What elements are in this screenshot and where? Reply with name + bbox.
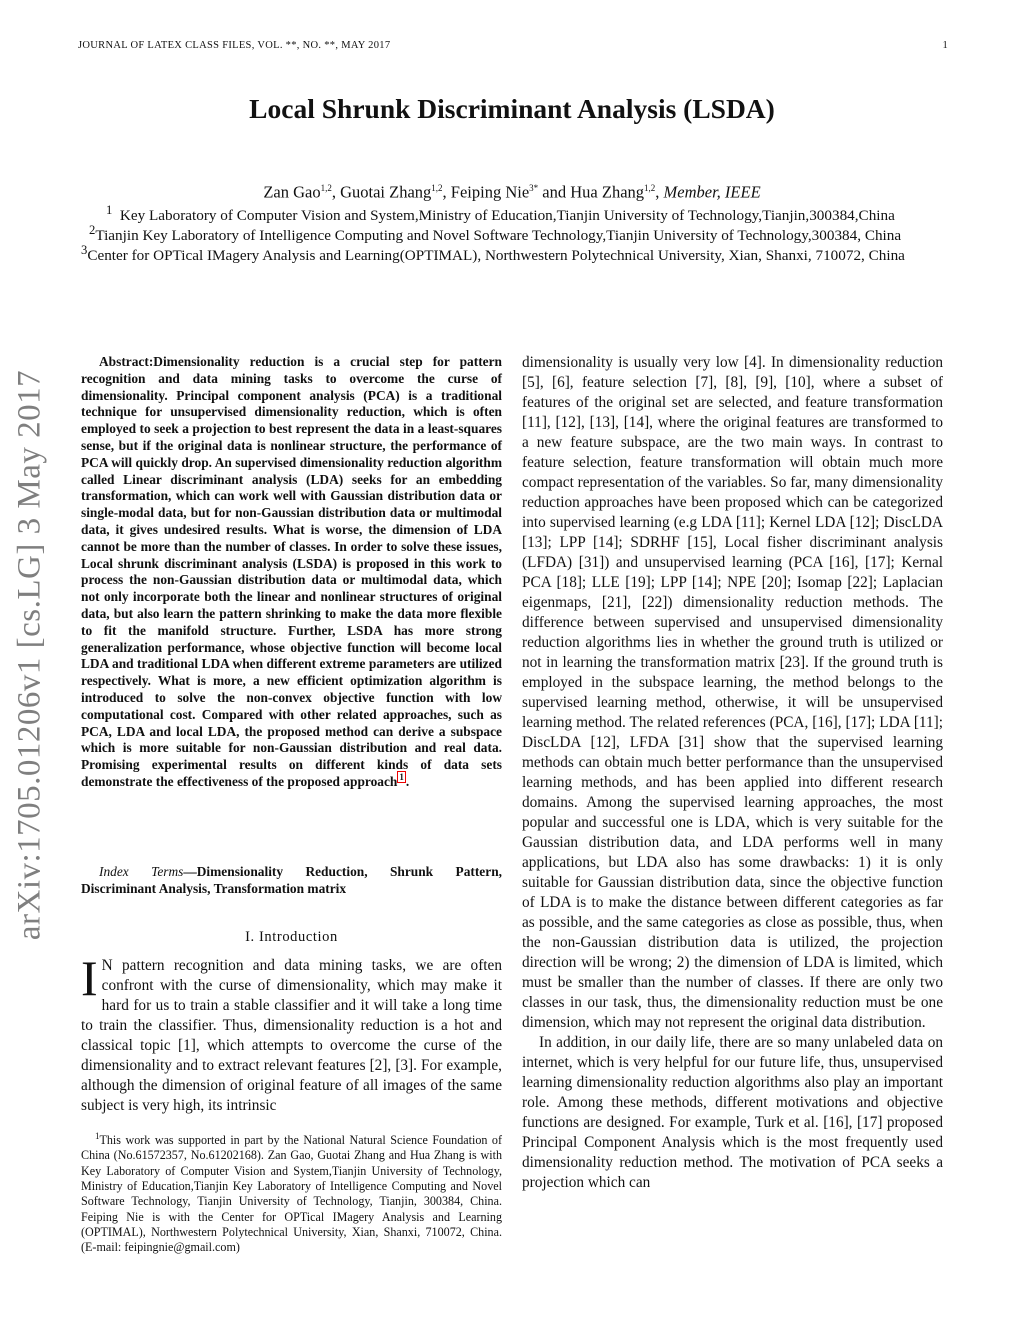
- author-name: Feiping Nie: [450, 182, 530, 202]
- arxiv-stamp: [8, 350, 52, 960]
- author-membership: Member, IEEE: [663, 182, 761, 202]
- index-terms-label: Index Terms: [99, 864, 184, 879]
- affiliation-text: Center for OPTical IMagery Analysis and Learning(OPTIMAL), Northwestern Polytechnical University, Xian, Shanxi, 710072, China: [87, 247, 905, 265]
- affiliation-sup: 2: [89, 223, 96, 237]
- abstract-end: .: [405, 773, 410, 789]
- abstract: [81, 354, 502, 791]
- footnote-text: This work was supported in part by the National Natural Science Foundation of China (No.61572357, No.61202168). Zan Gao, Guotai Zhang and Hua Zhang is with Key Laboratory of Computer Vision and System,Tianjin University of Technology, Ministry of Education,Tianjin Key Laboratory of Intelligence Computing and Novel Software Technology, Tianjin University of Technology, Tianjin, 300384, China. Feiping Nie is with the Center for OPTical IMagery Analysis and Learning (OPTIMAL), Northwestern Polytechnical University, Xian, Shanxi, 710072, China. (E-mail: feipingnie@gmail.com): [81, 1133, 502, 1255]
- section-heading: I. Introduction: [245, 929, 338, 945]
- journal-name: JOURNAL OF LATEX CLASS FILES, VOL. **, NO. **, MAY 2017: [78, 40, 391, 51]
- index-terms: [81, 864, 502, 898]
- author-name: Hua Zhang: [570, 182, 645, 202]
- index-terms-text: —Dimensionality Reduction, Shrunk Pattern, Discriminant Analysis, Transformation matrix: [81, 864, 502, 896]
- affiliation-3: [81, 240, 1021, 266]
- author-sup: 1,2: [431, 183, 443, 193]
- author-conjunction: and: [542, 182, 567, 202]
- author-sup: 1,2: [644, 183, 656, 193]
- right-paragraph-1: dimensionality is usually very low [4]. In dimensionality reduction [5], [6], feature selection [7], [8], [9], [10], where a subset of features of the original set are selected, and feature transformation [11], [12], [13], [14], where the original features are transformed to a new feature subspace, are the two main ways. In contrast to feature selection, feature transformation will obtain much more compact representation of the variables. So far, many dimensionality reduction approaches have been proposed which can be categorized into supervised learning (e.g LDA [11]; Kernel LDA [12]; DiscLDA [13]; LPP [14]; SDRHF [15], Local fisher discriminant analysis (LFDA) [31]) and unsupervised learning (PCA [16], [17]; Kernal PCA [18]; LLE [19]; LPP [14]; NPE [20]; Isomap [22]; Laplacian eigenmaps, [21], [22]) dimensionality reduction methods. The difference between supervised and unsupervised dimensionality reduction algorithms lies in whether the ground truth is utilized or not in learning the transformation matrix [23]. If the ground truth is employed in the subspace learning, the method belongs to the supervised learning method, otherwise, it will be unsupervised learning method. The related references (PCA, [16], [17]; LDA [11]; DiscLDA [12], LFDA [31] show that the supervised learning methods can obtain much better performance than the unsupervised learning methods, and has been applied into different research domains. Among the supervised learning approaches, the most popular and successful one is LDA, which is very suitable for the Gaussian distribution data, and LDA performs well in many applications, but LDA also has some drawbacks: 1) it is only suitable for Gaussian distribution data, since the objective function of LDA is to make the distance between different categories as far as possible, and the same categories as close as possible, thus, when the non-Gaussian distribution data is utilized, the projection direction will be wrong; 2) the dimension of LDA is limited, which must be smaller than the number of classes. If there are only two classes in our task, thus, the dimensionality reduction must be one dimension, which may not represent the original data distribution.: [522, 354, 943, 1031]
- running-header: [78, 40, 948, 51]
- abstract-text: Abstract:Dimensionality reduction is a crucial step for pattern recognition and data mining tasks to overcome the curse of dimensionality. Principal component analysis (PCA) is a traditional technique for unsupervised dimensionality reduction, which is often employed to seek a projection to best represent the data in a least-squares sense, but if the original data is nonlinear structure, the performance of PCA will quickly drop. An supervised dimensionality reduction algorithm called Linear discriminant analysis (LDA) seeks for an embedding transformation, which can work well with Gaussian distribution data or single-modal data, but for non-Gaussian distribution data or multimodal data, it gives undesired results. What is worse, the dimension of LDA cannot be more than the number of classes. In order to solve these issues, Local shrunk discriminant analysis (LSDA) is proposed in this work to process the non-Gaussian distribution data or multimodal data, which not only incorporate both the linear and nonlinear structures of original data, but also learn the pattern shrinking to make the data more flexible to fit the manifold structure. Further, LSDA has more strong generalization performance, whose objective function will become local LDA and traditional LDA when different extreme parameters are utilized respectively. What is more, a new efficient optimization algorithm is introduced to solve the non-convex objective function with low computational cost. Compared with other related approaches, such as PCA, LDA and local LDA, the proposed method can derive a subspace which is more suitable for non-Gaussian distribution and real data. Promising experimental results on different kinds of data sets demonstrate the effectiveness of the proposed approach: [81, 354, 502, 789]
- intro-paragraph: [81, 950, 502, 1116]
- author-line: Zan Gao$^{1,2}$, Guotai Zhang$^{1,2}$, Feiping Nie$^{3*}$ and Hua Zhang$^{1,2}$, Member, IEEE: [263, 182, 761, 202]
- footnote: [81, 1129, 502, 1255]
- intro-text: N pattern recognition and data mining tasks, we are often confront with the curse of dimensionality, which may make it hard for us to train a stable classifier and it will take a long time to train the classifier. Thus, dimensionality reduction is a hot and classical topic [1], which attempts to overcome the curse of the dimensionality and to extract relevant features [2], [3]. For example, although the dimension of original feature of all images of the same subject is very high, its intrinsic: [81, 957, 502, 1114]
- author-name: Zan Gao: [263, 182, 321, 202]
- paper-title: Local Shrunk Discriminant Analysis (LSDA): [249, 93, 775, 124]
- arxiv-id: arXiv:1705.01206v1 [cs.LG] 3 May 2017: [11, 369, 48, 941]
- affiliation-text: Key Laboratory of Computer Vision and System,Ministry of Education,Tianjin University of Technology,Tianjin,300384,China: [119, 207, 895, 225]
- author-sup: 1,2: [320, 183, 332, 193]
- affiliation-sup: 1: [106, 203, 113, 217]
- affiliation-text: Tianjin Key Laboratory of Intelligence Computing and Novel Software Technology,Tianjin University of Technology,300384, China: [95, 227, 902, 245]
- author-sup: 3*: [529, 183, 539, 193]
- page-number: 1: [942, 40, 948, 51]
- author-name: Guotai Zhang: [340, 182, 432, 202]
- footnote-link[interactable]: 1: [399, 772, 404, 783]
- right-paragraph-2: In addition, in our daily life, there are so many unlabeled data on internet, which is very helpful for our future life, thus, unsupervised learning dimensionality reduction algorithms also play an important role. Among these methods, different motivations and objective functions are designed. For example, Turk et al. [16], [17] proposed Principal Component Analysis which is the most frequently used dimensionality reduction method. The motivation of PCA seeks a projection which can: [522, 1034, 943, 1191]
- affiliation-sup: 3: [81, 243, 88, 257]
- drop-cap: I: [81, 950, 98, 1006]
- footnote-sup: 1: [95, 1131, 100, 1141]
- right-column: [522, 353, 943, 1193]
